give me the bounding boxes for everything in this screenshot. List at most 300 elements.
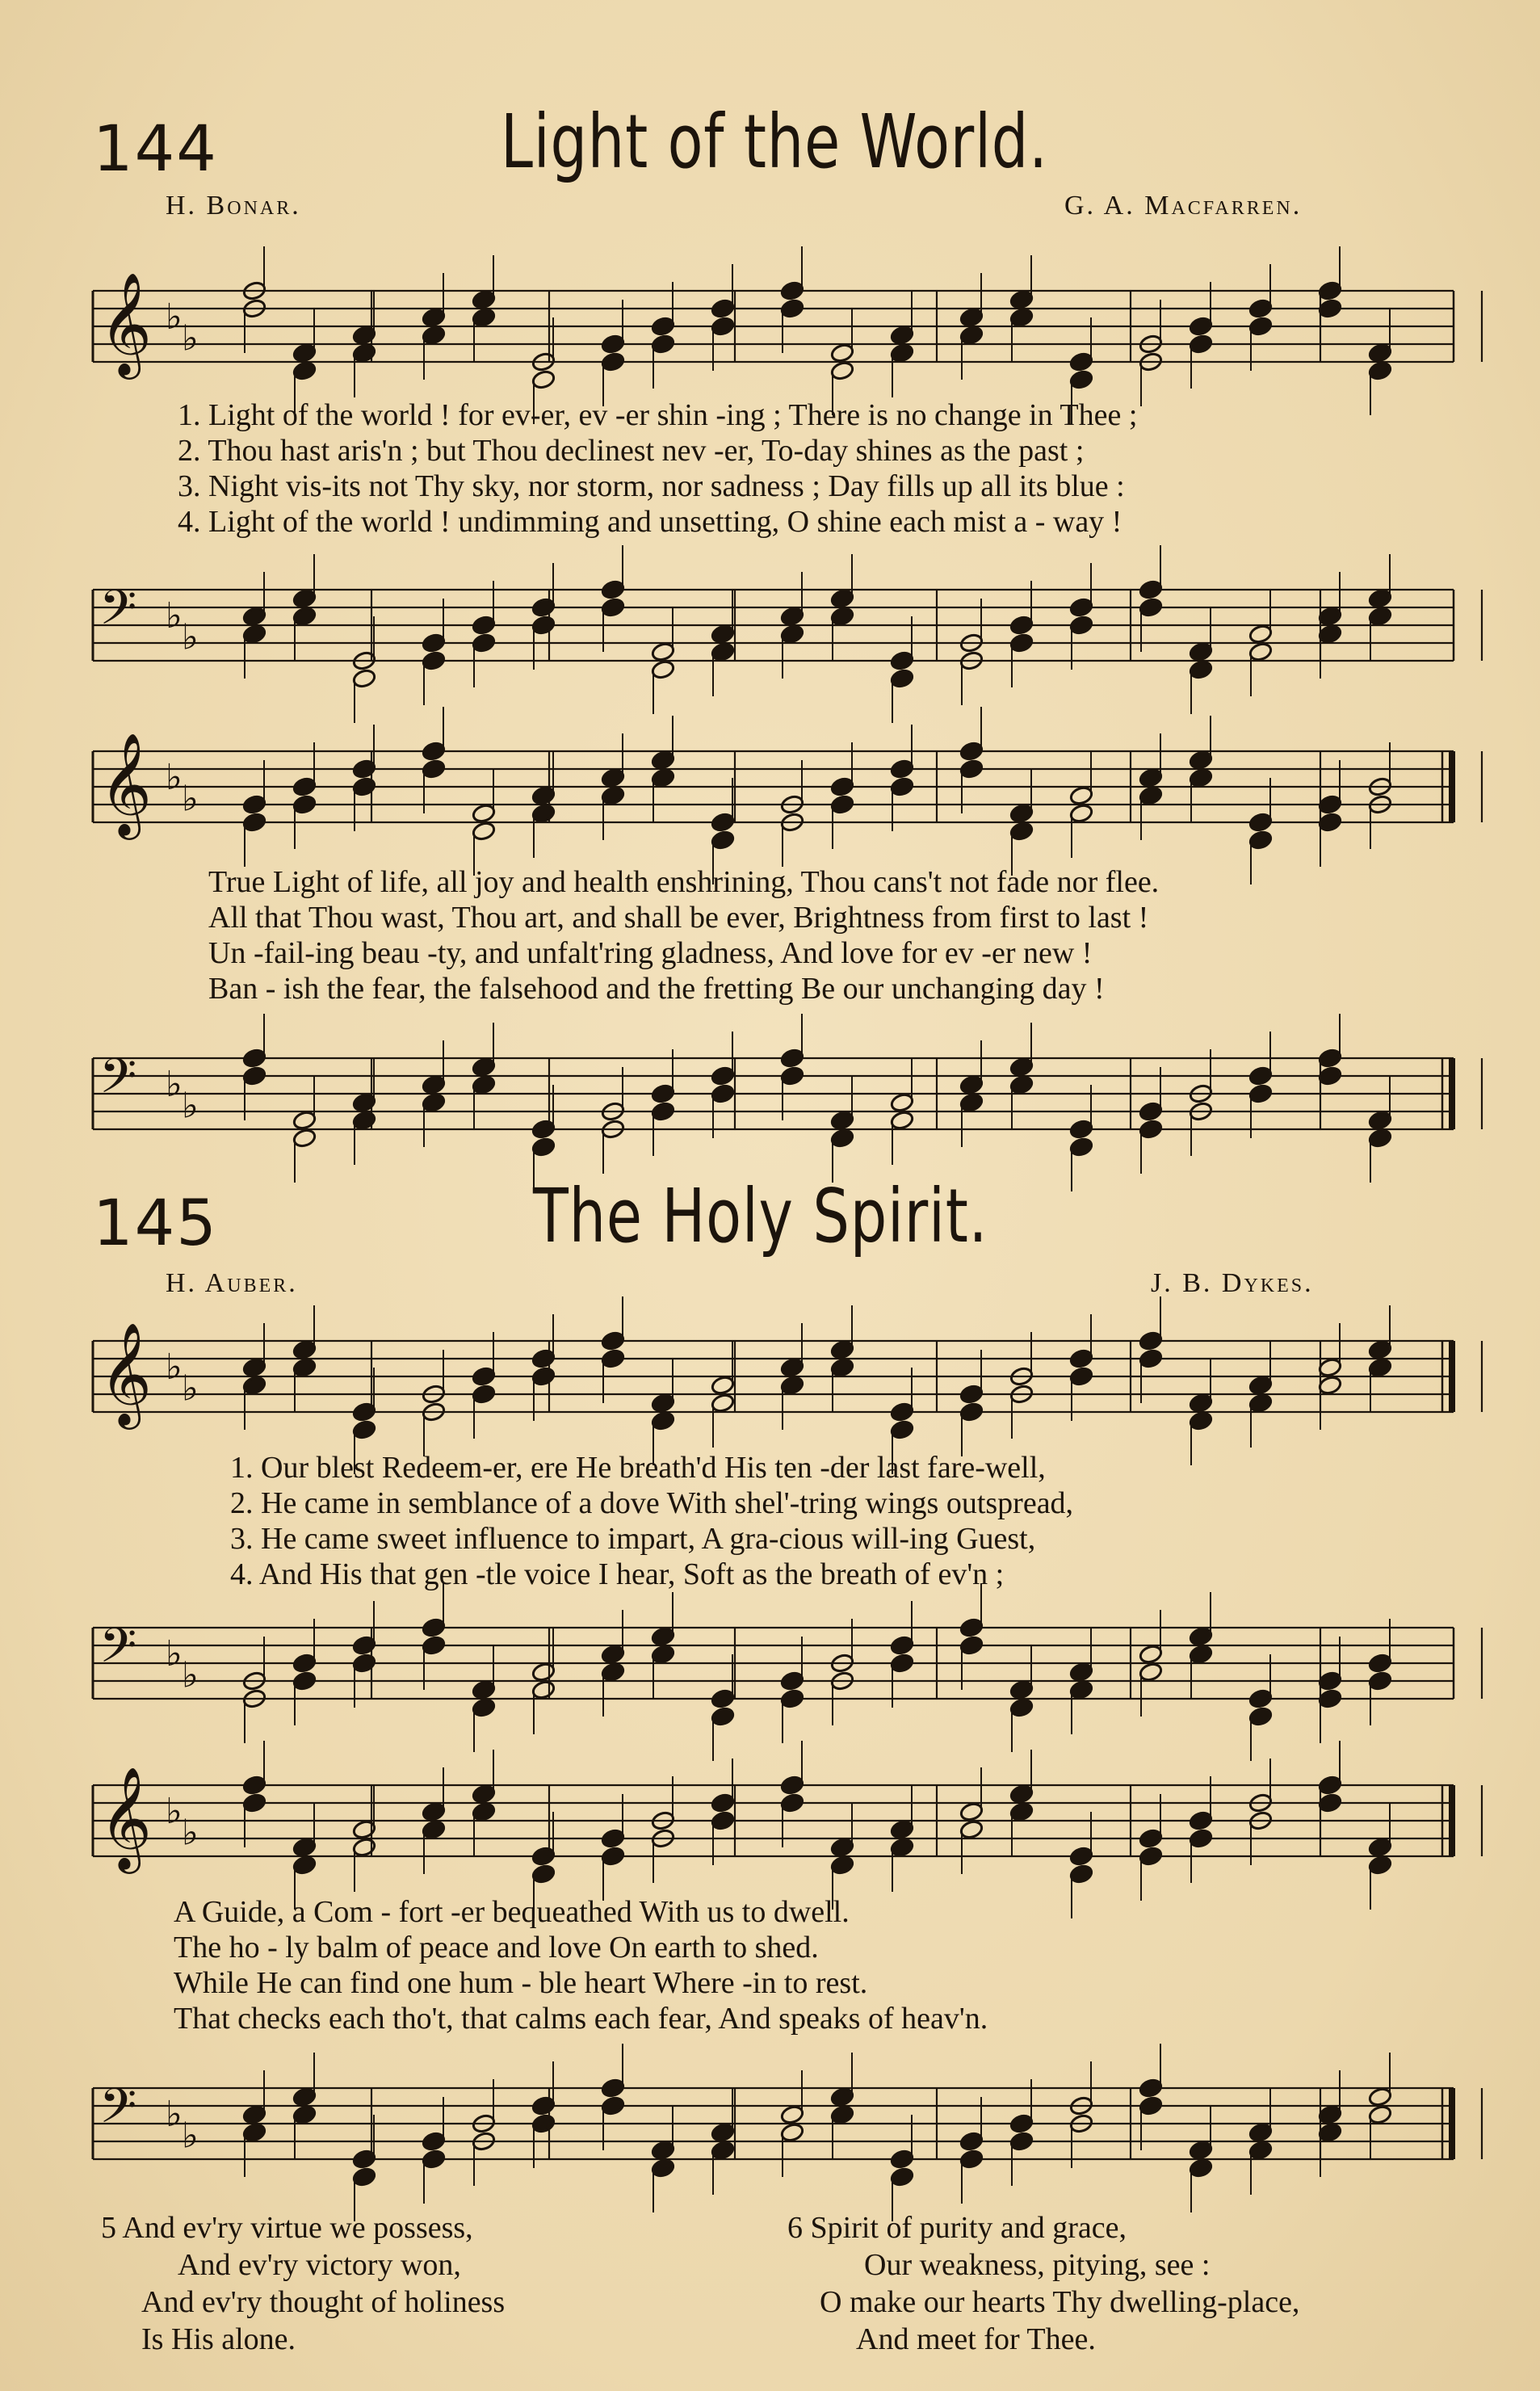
note-head (601, 1846, 626, 1867)
note-head (959, 758, 984, 779)
note-head (242, 2122, 267, 2143)
flat-icon: ♭ (166, 1064, 183, 1105)
note-head (1368, 1110, 1393, 1131)
note-head (352, 1819, 377, 1840)
note-head (1368, 1837, 1393, 1858)
note-head (711, 2122, 736, 2143)
note-head (780, 606, 805, 627)
note-head (292, 588, 317, 609)
note-head (1069, 1662, 1094, 1683)
treble-clef-icon: 𝄞 (99, 1322, 153, 1425)
note-head (1189, 316, 1214, 337)
note-head (959, 1074, 984, 1095)
note-head (472, 1366, 497, 1387)
note-head (422, 325, 447, 346)
note-head (1368, 588, 1393, 609)
note-head (1009, 1074, 1034, 1095)
bass-clef-icon: 𝄢 (99, 579, 137, 647)
note-head (959, 1092, 984, 1113)
note-head (1069, 615, 1094, 636)
note-head (959, 1801, 984, 1822)
note-head (1248, 1065, 1274, 1086)
verse-line: Our weakness, pitying, see : (864, 2248, 1211, 2282)
note-head (890, 2149, 915, 2170)
note-head (422, 1074, 447, 1095)
note-head (472, 615, 497, 636)
note-head (531, 1846, 556, 1867)
note-head (830, 360, 855, 381)
note-head (1368, 606, 1393, 627)
lyric-line: 4. Light of the world ! undimming and unsetting, O shine each mist a - way ! (178, 505, 1122, 539)
note-head (651, 1626, 676, 1647)
note-head (711, 1393, 736, 1414)
note-head (1189, 1828, 1214, 1849)
verse-line: And ev'ry thought of holiness (141, 2285, 506, 2319)
note-head (472, 1384, 497, 1405)
note-head (1069, 351, 1094, 372)
note-head (830, 776, 855, 797)
lyric-line: Ban - ish the fear, the falsehood and the fretting Be our unchanging day ! (208, 972, 1105, 1006)
note-head (242, 812, 267, 833)
lyric-line: 4. And His that gen -tle voice I hear, Soft as the breath of ev'n ; (230, 1557, 1005, 1591)
flat-icon: ♭ (182, 1812, 199, 1854)
note-head (422, 758, 447, 779)
note-head (1069, 803, 1094, 824)
lyric-line: A Guide, a Com - fort -er bequeathed With us to dwell. (174, 1895, 850, 1929)
music-staff-bass (0, 2064, 1540, 2225)
note-head (1318, 298, 1343, 319)
hymn-number: 144 (93, 113, 218, 186)
note-head (472, 803, 497, 824)
note-head (292, 794, 317, 815)
note-head (1248, 641, 1274, 662)
note-head (1069, 1119, 1094, 1140)
verse-line: O make our hearts Thy dwelling-place, (820, 2285, 1300, 2319)
note-head (601, 1644, 626, 1665)
note-head (1139, 767, 1164, 788)
note-head (830, 606, 855, 627)
note-head (422, 632, 447, 653)
note-head (830, 794, 855, 815)
note-head (352, 2166, 377, 2187)
flat-icon: ♭ (166, 296, 183, 338)
note-head (422, 1635, 447, 1656)
flat-icon: ♭ (166, 595, 183, 637)
note-head (1368, 1128, 1393, 1149)
note-head (959, 2131, 984, 2152)
note-head (1009, 289, 1034, 310)
note-head (1248, 298, 1274, 319)
note-head (352, 668, 377, 689)
note-head (422, 1801, 447, 1822)
note-head (1189, 767, 1214, 788)
flat-icon: ♭ (166, 1791, 183, 1832)
note-head (1069, 597, 1094, 618)
note-head (830, 2086, 855, 2107)
note-head (1069, 1846, 1094, 1867)
note-head (472, 289, 497, 310)
lyric-line: 1. Our blest Redeem-er, ere He breath'd His ten -der last fare-well, (230, 1451, 1046, 1485)
hymn-title: Light of the World. (501, 99, 1048, 185)
note-head (472, 1679, 497, 1700)
verse-line: And meet for Thee. (856, 2322, 1096, 2356)
note-head (711, 1810, 736, 1831)
note-head (352, 1653, 377, 1674)
flat-icon: ♭ (182, 778, 199, 820)
note-head (1069, 1864, 1094, 1885)
note-head (1139, 785, 1164, 806)
note-head (711, 624, 736, 645)
note-head (1248, 1083, 1274, 1104)
note-head (890, 2166, 915, 2187)
author-credit: H. Bonar. (166, 191, 301, 221)
note-head (959, 1617, 984, 1638)
note-head (711, 1688, 736, 1709)
note-head (1139, 2095, 1164, 2116)
note-head (1368, 2104, 1393, 2125)
treble-clef-icon: 𝄞 (99, 732, 153, 835)
note-head (890, 1419, 915, 1440)
note-head (1139, 1644, 1164, 1665)
note-head (1189, 641, 1214, 662)
note-head (601, 351, 626, 372)
note-head (830, 1110, 855, 1131)
note-head (1189, 2140, 1214, 2161)
note-head (1189, 1810, 1214, 1831)
hymn-title: The Holy Spirit. (533, 1173, 988, 1259)
note-head (601, 767, 626, 788)
note-head (531, 1119, 556, 1140)
note-head (890, 1635, 915, 1656)
note-head (1009, 1679, 1034, 1700)
note-head (651, 1101, 676, 1122)
note-head (242, 794, 267, 815)
final-bar (1449, 1058, 1455, 1129)
flat-icon: ♭ (182, 2115, 199, 2157)
note-head (1248, 830, 1274, 851)
note-head (1248, 2122, 1274, 2143)
note-head (711, 1792, 736, 1813)
bass-clef-icon: 𝄢 (99, 2078, 137, 2145)
note-head (292, 2086, 317, 2107)
note-head (352, 1419, 377, 1440)
note-head (422, 1617, 447, 1638)
lyric-line: While He can find one hum - ble heart Where -in to rest. (174, 1966, 868, 2000)
note-head (292, 1855, 317, 1876)
bass-clef-icon: 𝄢 (99, 1617, 137, 1685)
note-head (890, 668, 915, 689)
note-head (780, 1065, 805, 1086)
note-head (242, 1065, 267, 1086)
flat-icon: ♭ (182, 1085, 199, 1127)
note-head (292, 360, 317, 381)
note-head (601, 1662, 626, 1683)
note-head (1318, 2104, 1343, 2125)
note-head (1248, 316, 1274, 337)
note-head (1368, 342, 1393, 363)
note-head (242, 1775, 267, 1796)
composer-credit: G. A. Macfarren. (1064, 191, 1303, 221)
note-head (531, 2095, 556, 2116)
lyric-line: 3. Night vis-its not Thy sky, nor storm, nor sadness ; Day fills up all its blue : (178, 469, 1125, 503)
flat-icon: ♭ (182, 1654, 199, 1696)
note-head (352, 1837, 377, 1858)
note-head (601, 785, 626, 806)
note-head (1318, 1775, 1343, 1796)
note-head (1318, 1792, 1343, 1813)
note-head (1069, 1137, 1094, 1158)
note-head (890, 776, 915, 797)
note-head (422, 741, 447, 762)
note-head (1009, 803, 1034, 824)
note-head (422, 2149, 447, 2170)
note-head (1318, 280, 1343, 301)
lyric-line: Un -fail-ing beau -ty, and unfalt'ring gladness, And love for ev -er new ! (208, 936, 1093, 970)
note-head (780, 1375, 805, 1396)
note-head (422, 307, 447, 328)
note-head (651, 767, 676, 788)
note-head (1069, 1366, 1094, 1387)
treble-clef-icon: 𝄞 (99, 271, 153, 375)
note-head (422, 1819, 447, 1840)
note-head (711, 641, 736, 662)
note-head (1318, 812, 1343, 833)
note-head (1139, 579, 1164, 600)
music-staff-bass (0, 1034, 1540, 1196)
note-head (472, 1057, 497, 1078)
note-head (780, 1357, 805, 1378)
note-head (1139, 1348, 1164, 1369)
note-head (711, 1375, 736, 1396)
note-head (292, 776, 317, 797)
note-head (1189, 2158, 1214, 2179)
verse-line: 5 And ev'ry virtue we possess, (101, 2211, 473, 2245)
note-head (890, 650, 915, 671)
note-head (1248, 624, 1274, 645)
note-head (780, 280, 805, 301)
note-head (830, 1357, 855, 1378)
note-head (601, 597, 626, 618)
note-head (1318, 624, 1343, 645)
note-head (1318, 606, 1343, 627)
lyric-line: 1. Light of the world ! for ev-er, ev -er shin -ing ; There is no change in Thee ; (178, 398, 1138, 432)
note-head (1368, 1653, 1393, 1674)
note-head (1189, 1644, 1214, 1665)
note-head (651, 1393, 676, 1414)
flat-icon: ♭ (166, 1347, 183, 1388)
note-head (1318, 1065, 1343, 1086)
note-head (830, 588, 855, 609)
flat-icon: ♭ (182, 317, 199, 359)
note-head (1318, 1688, 1343, 1709)
note-head (531, 785, 556, 806)
note-head (711, 1083, 736, 1104)
note-head (601, 334, 626, 355)
lyrics-verse-block (208, 864, 1159, 1006)
note-head (242, 624, 267, 645)
note-head (472, 1697, 497, 1718)
note-head (1368, 1670, 1393, 1691)
note-head (1139, 1119, 1164, 1140)
note-head (890, 1401, 915, 1422)
note-head (352, 758, 377, 779)
note-head (531, 2113, 556, 2134)
note-head (601, 1348, 626, 1369)
note-head (1139, 1662, 1164, 1683)
note-head (601, 579, 626, 600)
note-head (890, 1837, 915, 1858)
note-head (531, 369, 556, 390)
note-head (830, 1339, 855, 1360)
note-head (422, 1092, 447, 1113)
note-head (1318, 1670, 1343, 1691)
note-head (1189, 659, 1214, 680)
extra-verse-6 (787, 2209, 1299, 2358)
note-head (292, 2104, 317, 2125)
note-head (1009, 307, 1034, 328)
note-head (890, 1110, 915, 1131)
note-head (1069, 785, 1094, 806)
note-head (711, 316, 736, 337)
note-head (1368, 1339, 1393, 1360)
flat-icon: ♭ (166, 2094, 183, 2135)
note-head (531, 597, 556, 618)
note-head (1189, 1410, 1214, 1431)
note-head (890, 325, 915, 346)
note-head (1139, 2078, 1164, 2099)
lyrics-verse-block (178, 397, 1137, 540)
note-head (601, 2078, 626, 2099)
note-head (1009, 2131, 1034, 2152)
note-head (292, 1110, 317, 1131)
note-head (1139, 1330, 1164, 1351)
note-head (711, 830, 736, 851)
note-head (830, 2104, 855, 2125)
note-head (651, 1644, 676, 1665)
lyric-line: 2. Thou hast aris'n ; but Thou declinest nev -er, To-day shines as the past ; (178, 434, 1085, 468)
note-head (780, 1688, 805, 1709)
note-head (531, 615, 556, 636)
note-head (890, 1092, 915, 1113)
final-bar (1449, 1785, 1455, 1856)
note-head (292, 1670, 317, 1691)
note-head (292, 1837, 317, 1858)
note-head (959, 1819, 984, 1840)
note-head (1368, 1855, 1393, 1876)
note-head (651, 750, 676, 771)
note-head (472, 632, 497, 653)
final-bar (1449, 2088, 1455, 2159)
note-head (711, 1065, 736, 1086)
note-head (830, 1128, 855, 1149)
note-head (1248, 1393, 1274, 1414)
note-head (352, 1635, 377, 1656)
note-head (352, 1401, 377, 1422)
note-head (959, 2149, 984, 2170)
note-head (651, 2140, 676, 2161)
note-head (1248, 2140, 1274, 2161)
note-head (352, 1110, 377, 1131)
note-head (531, 1366, 556, 1387)
note-head (1009, 1784, 1034, 1805)
note-head (1069, 1679, 1094, 1700)
note-head (780, 1048, 805, 1069)
note-head (1139, 597, 1164, 618)
note-head (1318, 794, 1343, 815)
note-head (242, 1357, 267, 1378)
note-head (1009, 1697, 1034, 1718)
lyric-line: The ho - ly balm of peace and love On earth to shed. (174, 1931, 819, 1964)
note-head (1318, 1375, 1343, 1396)
note-head (292, 606, 317, 627)
note-head (780, 1792, 805, 1813)
note-head (780, 1670, 805, 1691)
note-head (531, 803, 556, 824)
note-head (1139, 1101, 1164, 1122)
note-head (1318, 1357, 1343, 1378)
note-head (422, 650, 447, 671)
note-head (959, 1384, 984, 1405)
note-head (1009, 2113, 1034, 2134)
note-head (651, 659, 676, 680)
note-head (601, 1330, 626, 1351)
note-head (711, 298, 736, 319)
hymn-number: 145 (93, 1187, 218, 1260)
note-head (780, 624, 805, 645)
final-bar (1449, 751, 1455, 822)
note-head (1009, 632, 1034, 653)
note-head (1248, 812, 1274, 833)
note-head (780, 298, 805, 319)
note-head (830, 342, 855, 363)
note-head (651, 1083, 676, 1104)
note-head (292, 1339, 317, 1360)
note-head (1248, 1706, 1274, 1727)
note-head (601, 2095, 626, 2116)
note-head (292, 1653, 317, 1674)
note-head (1139, 1828, 1164, 1849)
note-head (422, 2131, 447, 2152)
note-head (1069, 1348, 1094, 1369)
note-head (242, 1048, 267, 1069)
lyric-line: 3. He came sweet influence to impart, A gra-cious will-ing Guest, (230, 1522, 1036, 1556)
final-bar (1449, 1341, 1455, 1412)
verse-line: Is His alone. (141, 2322, 296, 2356)
author-credit: H. Auber. (166, 1268, 298, 1298)
note-head (531, 1679, 556, 1700)
flat-icon: ♭ (166, 1633, 183, 1675)
note-head (651, 1410, 676, 1431)
note-head (651, 316, 676, 337)
lyrics-verse-block (174, 1894, 988, 2036)
note-head (1189, 1626, 1214, 1647)
note-head (651, 334, 676, 355)
note-head (1009, 821, 1034, 842)
note-head (601, 1828, 626, 1849)
note-head (472, 1801, 497, 1822)
note-head (352, 342, 377, 363)
note-head (959, 1635, 984, 1656)
note-head (890, 758, 915, 779)
note-head (1189, 334, 1214, 355)
note-head (1368, 2086, 1393, 2107)
note-head (959, 307, 984, 328)
note-head (1189, 1393, 1214, 1414)
lyric-line: True Light of life, all joy and health enshrining, Thou cans't not fade nor flee. (208, 865, 1160, 899)
note-head (1069, 369, 1094, 390)
note-head (472, 1784, 497, 1805)
flat-icon: ♭ (166, 757, 183, 798)
